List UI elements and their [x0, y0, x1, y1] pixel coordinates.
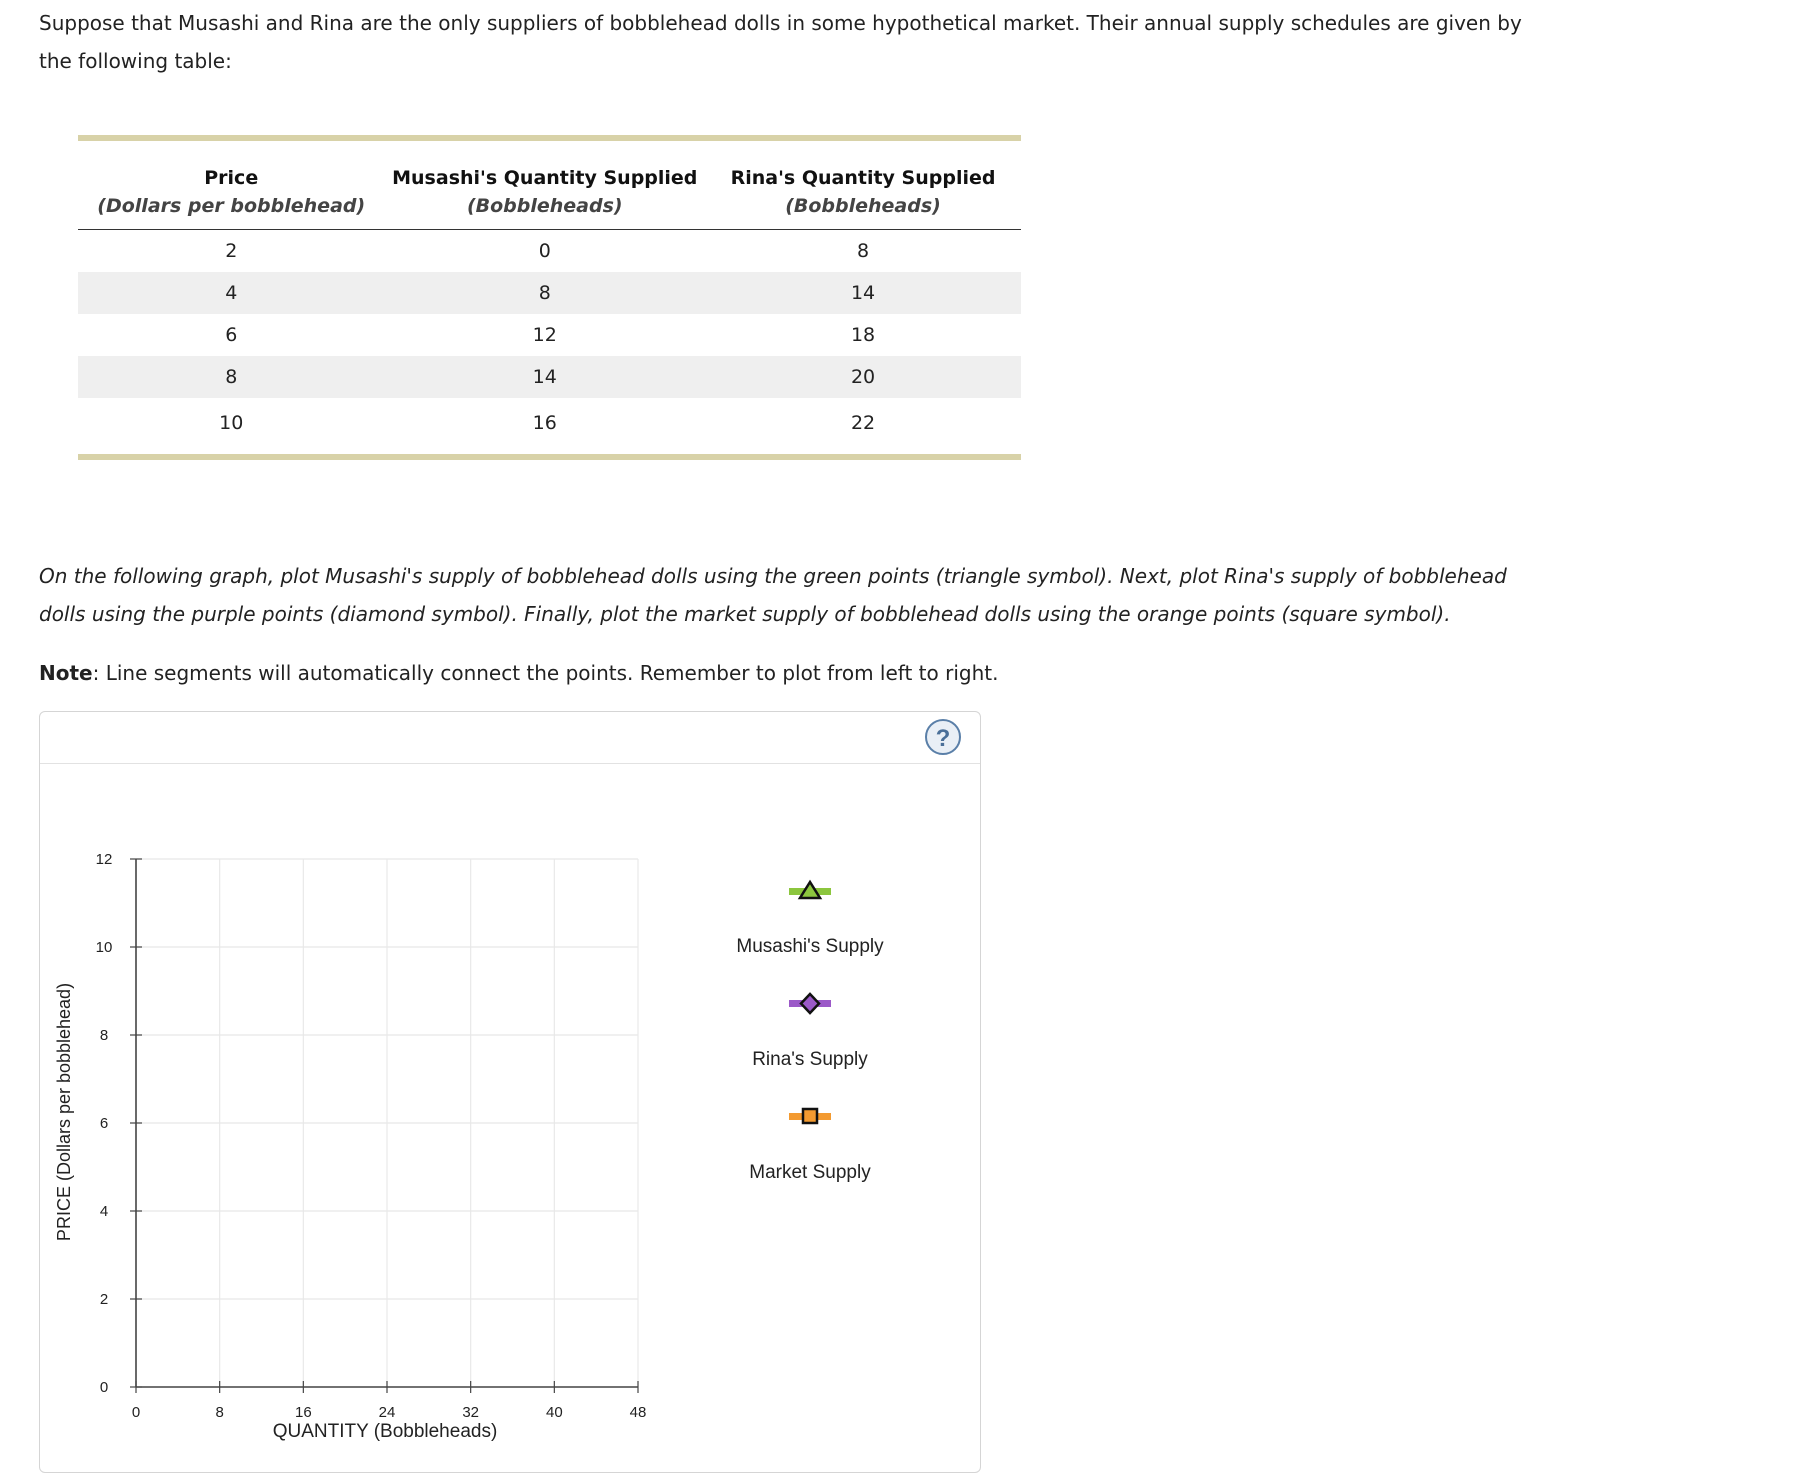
- musashi-qty-cell: 0: [538, 240, 551, 262]
- instructions-text: On the following graph, plot Musashi's supply of bobblehead dolls using the green points (triangle symbol). Next, plot Rina's supply of bobblehead dolls using the purple points (diamond symbol). Finally, plot the market supply of bobblehead dolls using the orange points (square symbol).: [39, 564, 1507, 626]
- x-tick-label: 24: [378, 1404, 396, 1421]
- y-tick-label: 10: [95, 939, 113, 956]
- x-tick-label: 16: [294, 1404, 312, 1421]
- supply-graph: [40, 712, 978, 1452]
- intro-text: Suppose that Musashi and Rina are the only suppliers of bobblehead dolls in some hypothetical market. Their annual supply schedules are given by the following table:: [39, 11, 1522, 73]
- musashi-header: Musashi's Quantity Supplied: [392, 167, 698, 189]
- table-row: [78, 398, 1021, 457]
- musashi-qty-cell: 12: [532, 324, 557, 346]
- price-cell: 2: [225, 240, 238, 262]
- x-axis-label: QUANTITY (Bobbleheads): [272, 1421, 498, 1442]
- y-tick-label: 6: [99, 1115, 109, 1132]
- help-button[interactable]: ?: [925, 719, 961, 755]
- rina-qty-cell: 14: [705, 272, 1021, 314]
- x-tick-label: 40: [545, 1404, 563, 1421]
- rina-header: Rina's Quantity Supplied: [730, 167, 996, 189]
- palette-label: Market Supply: [749, 1162, 871, 1183]
- y-tick-labels: [96, 851, 113, 1396]
- rina-unit: (Bobbleheads): [705, 193, 1021, 230]
- table-row: [78, 272, 1021, 314]
- palette-musashi[interactable]: [736, 882, 884, 957]
- note-text: [39, 654, 1539, 692]
- rina-qty-cell: 8: [856, 240, 870, 262]
- y-tick-label: 4: [99, 1203, 109, 1220]
- rina-qty-cell: 22: [850, 412, 876, 434]
- palette-rina[interactable]: [752, 994, 868, 1070]
- note-body: : Line segments will automatically connect the points. Remember to plot from left to right.: [92, 661, 999, 685]
- price-cell: 4: [78, 272, 384, 314]
- y-tick-label: 2: [99, 1291, 109, 1308]
- supply-schedule-table-wrap: [78, 135, 1021, 460]
- x-tick-label: 0: [131, 1404, 141, 1421]
- palette-label: Musashi's Supply: [736, 936, 884, 957]
- graph-panel: [39, 711, 981, 1473]
- note-label: Note: [39, 661, 93, 685]
- y-tick-label: 8: [99, 1027, 109, 1044]
- axes: [130, 859, 638, 1393]
- musashi-qty-cell: 14: [384, 356, 705, 398]
- table-row: [78, 314, 1021, 356]
- supply-schedule-table: [78, 135, 1021, 460]
- x-tick-label: 8: [215, 1404, 224, 1421]
- y-tick-label: 0: [99, 1379, 109, 1396]
- square-icon[interactable]: [803, 1109, 817, 1123]
- y-tick-label: 12: [95, 851, 113, 868]
- palette-market[interactable]: [749, 1109, 871, 1183]
- price-unit: (Dollars per bobblehead): [78, 193, 384, 230]
- x-tick-label: 32: [462, 1404, 480, 1421]
- x-tick-labels: [132, 1404, 647, 1421]
- y-axis-label: PRICE (Dollars per bobblehead): [54, 982, 74, 1242]
- table-row: [78, 230, 1021, 273]
- price-cell: 6: [225, 324, 238, 346]
- diamond-icon[interactable]: [801, 994, 819, 1013]
- musashi-qty-cell: 16: [532, 412, 557, 434]
- x-tick-label: 48: [629, 1404, 647, 1421]
- musashi-qty-cell: 8: [384, 272, 705, 314]
- price-cell: 10: [219, 412, 244, 434]
- rina-qty-cell: 18: [850, 324, 876, 346]
- price-cell: 8: [78, 356, 384, 398]
- palette-label: Rina's Supply: [752, 1049, 868, 1070]
- price-header: Price: [204, 167, 259, 189]
- grid-lines: [136, 859, 638, 1387]
- table-row: [78, 356, 1021, 398]
- musashi-unit: (Bobbleheads): [384, 193, 705, 230]
- rina-qty-cell: 20: [705, 356, 1021, 398]
